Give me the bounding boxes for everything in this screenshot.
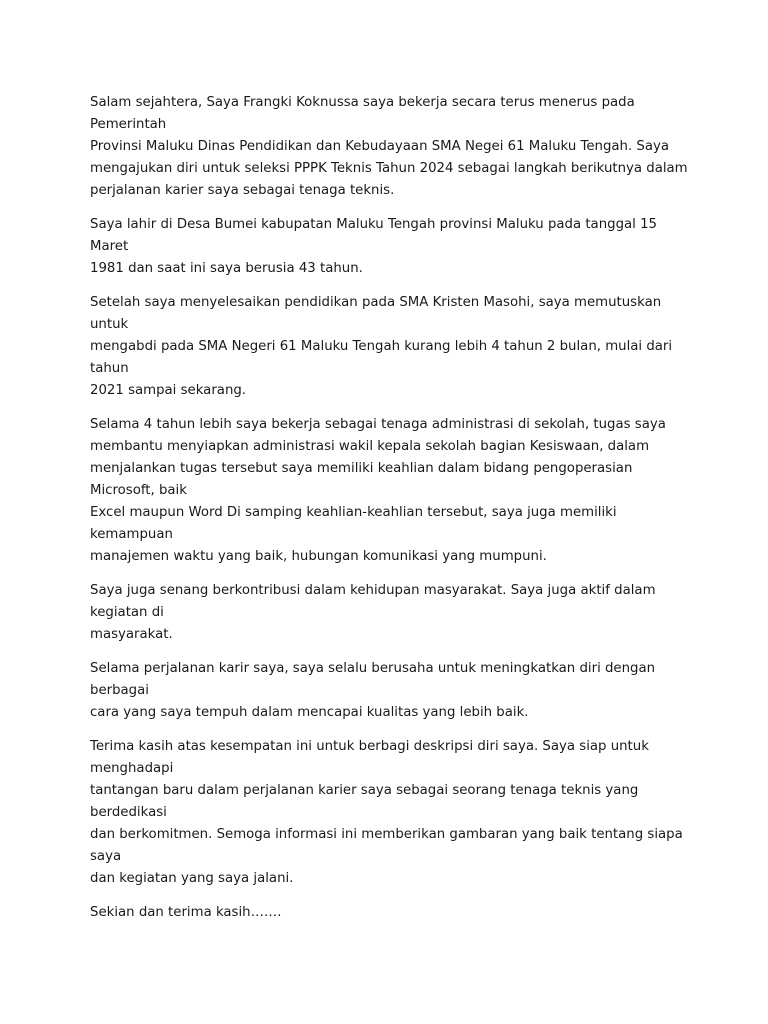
paragraph-thanks: Terima kasih atas kesempatan ini untuk berbagi deskripsi diri saya. Saya siap untuk menghadapi tantangan baru dalam perjalanan karier saya sebagai seorang tenaga teknis yang berdedikasi dan berkomitmen. Semoga informasi ini memberikan gambaran yang baik tentang siapa saya dan kegiatan yang saya jalani. [90, 739, 683, 886]
paragraph-closing: Sekian dan terima kasih……. [90, 905, 282, 920]
paragraph-work: Selama 4 tahun lebih saya bekerja sebagai tenaga administrasi di sekolah, tugas saya membantu menyiapkan administrasi wakil kepala sekolah bagian Kesiswaan, dalam menjalankan tugas tersebut saya memiliki keahlian dalam bidang pengoperasian Microsoft, baik Excel maupun Word Di samping keahlian-keahlian tersebut, saya juga memiliki kemampuan manajemen waktu yang baik, hubungan komunikasi yang mumpuni. [90, 417, 666, 564]
paragraph-education: Setelah saya menyelesaikan pendidikan pada SMA Kristen Masohi, saya memutuskan untuk mengabdi pada SMA Negeri 61 Maluku Tengah kurang lebih 4 tahun 2 bulan, mulai dari tahun 2021 sampai sekarang. [90, 295, 673, 398]
paragraph-community: Saya juga senang berkontribusi dalam kehidupan masyarakat. Saya juga aktif dalam kegiatan di masyarakat. [90, 583, 656, 642]
paragraph-birth: Saya lahir di Desa Bumei kabupatan Maluku Tengah provinsi Maluku pada tanggal 15 Maret 1981 dan saat ini saya berusia 43 tahun. [90, 217, 658, 276]
paragraph-greeting: Salam sejahtera, Saya Frangki Koknussa saya bekerja secara terus menerus pada Pemerintah Provinsi Maluku Dinas Pendidikan dan Kebudayaan SMA Negei 61 Maluku Tengah. Saya mengajukan diri untuk seleksi PPPK Teknis Tahun 2024 sebagai langkah berikutnya dalam perjalanan karier saya sebagai tenaga teknis. [90, 95, 688, 198]
document-body [90, 92, 690, 936]
paragraph-career: Selama perjalanan karir saya, saya selalu berusaha untuk meningkatkan diri dengan berbagai cara yang saya tempuh dalam mencapai kualitas yang lebih baik. [90, 661, 656, 720]
